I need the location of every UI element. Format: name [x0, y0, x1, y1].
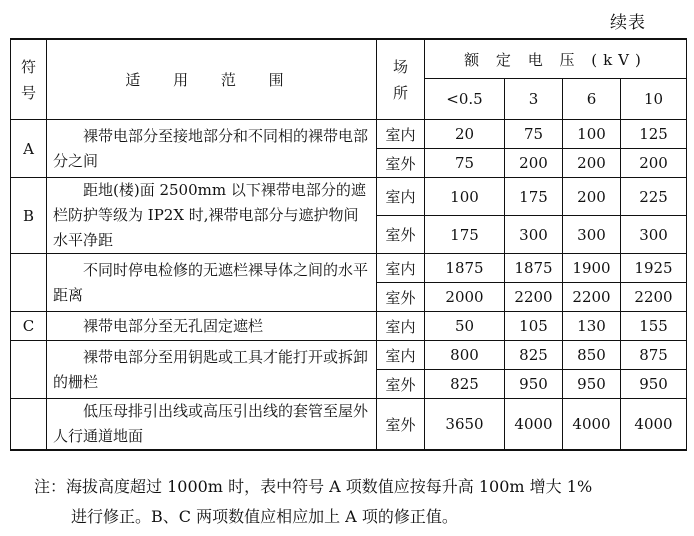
- row-value: 300: [563, 216, 621, 254]
- row-value: 825: [425, 370, 505, 399]
- footnote-line-1: 注：海拔高度超过 1000m 时，表中符号 A 项数值应按每升高 100m 增大 1%: [34, 477, 593, 496]
- row-scope: 裸带电部分至无孔固定遮栏: [47, 312, 377, 341]
- header-voltage-10: 10: [621, 79, 687, 120]
- row-symbol: [11, 254, 47, 312]
- row-place: 室内: [377, 312, 425, 341]
- header-voltage-lt05: <0.5: [425, 79, 505, 120]
- table-row: [11, 120, 687, 149]
- row-scope: 距地(楼)面 2500mm 以下裸带电部分的遮栏防护等级为 IP2X 时,裸带电部分与遮护物间水平净距: [47, 178, 377, 254]
- row-value: 2200: [505, 283, 563, 312]
- row-symbol: [11, 399, 47, 451]
- row-symbol: C: [11, 312, 47, 341]
- row-value: 1875: [425, 254, 505, 283]
- row-value: 2200: [563, 283, 621, 312]
- row-value: 105: [505, 312, 563, 341]
- row-value: 4000: [563, 399, 621, 451]
- row-symbol: A: [11, 120, 47, 178]
- clearance-table: [10, 38, 687, 451]
- row-value: 850: [563, 341, 621, 370]
- row-value: 2200: [621, 283, 687, 312]
- row-value: 950: [563, 370, 621, 399]
- row-place: 室外: [377, 399, 425, 451]
- row-place: 室内: [377, 178, 425, 216]
- header-symbol: 符 号: [11, 39, 47, 120]
- row-value: 200: [505, 149, 563, 178]
- row-value: 200: [563, 178, 621, 216]
- table-row: [11, 399, 687, 451]
- table-row: [11, 178, 687, 216]
- footnote: [34, 472, 684, 532]
- footnote-line-2: 进行修正。B、C 两项数值应相应加上 A 项的修正值。: [71, 507, 458, 526]
- row-value: 950: [621, 370, 687, 399]
- row-value: 1900: [563, 254, 621, 283]
- row-scope: 裸带电部分至接地部分和不同相的裸带电部分之间: [47, 120, 377, 178]
- row-place: 室内: [377, 341, 425, 370]
- row-place: 室外: [377, 370, 425, 399]
- row-value: 175: [505, 178, 563, 216]
- table-body: [11, 120, 687, 451]
- table-row: [11, 341, 687, 370]
- row-value: 155: [621, 312, 687, 341]
- row-place: 室内: [377, 120, 425, 149]
- row-scope: 裸带电部分至用钥匙或工具才能打开或拆卸的栅栏: [47, 341, 377, 399]
- table-caption: 续表: [610, 13, 646, 33]
- row-value: 300: [505, 216, 563, 254]
- row-value: 20: [425, 120, 505, 149]
- row-scope: 不同时停电检修的无遮栏裸导体之间的水平距离: [47, 254, 377, 312]
- row-value: 125: [621, 120, 687, 149]
- row-place: 室外: [377, 149, 425, 178]
- row-symbol: B: [11, 178, 47, 254]
- row-value: 100: [563, 120, 621, 149]
- row-value: 4000: [505, 399, 563, 451]
- row-value: 1925: [621, 254, 687, 283]
- row-value: 825: [505, 341, 563, 370]
- row-symbol: [11, 341, 47, 399]
- row-value: 75: [505, 120, 563, 149]
- row-place: 室外: [377, 283, 425, 312]
- row-value: 2000: [425, 283, 505, 312]
- row-value: 300: [621, 216, 687, 254]
- row-scope: 低压母排引出线或高压引出线的套管至屋外人行通道地面: [47, 399, 377, 451]
- row-value: 175: [425, 216, 505, 254]
- header-place: 场 所: [377, 39, 425, 120]
- header-voltage-6: 6: [563, 79, 621, 120]
- row-value: 800: [425, 341, 505, 370]
- table-row: [11, 312, 687, 341]
- row-value: 1875: [505, 254, 563, 283]
- row-place: 室内: [377, 254, 425, 283]
- header-rated-voltage: 额 定 电 压 (kV): [425, 39, 687, 79]
- header-scope: 适 用 范 围: [47, 39, 377, 120]
- row-value: 225: [621, 178, 687, 216]
- table-row: [11, 254, 687, 283]
- row-place: 室外: [377, 216, 425, 254]
- row-value: 100: [425, 178, 505, 216]
- row-value: 75: [425, 149, 505, 178]
- header-voltage-3: 3: [505, 79, 563, 120]
- row-value: 200: [563, 149, 621, 178]
- row-value: 200: [621, 149, 687, 178]
- row-value: 50: [425, 312, 505, 341]
- row-value: 3650: [425, 399, 505, 451]
- row-value: 4000: [621, 399, 687, 451]
- row-value: 875: [621, 341, 687, 370]
- row-value: 130: [563, 312, 621, 341]
- row-value: 950: [505, 370, 563, 399]
